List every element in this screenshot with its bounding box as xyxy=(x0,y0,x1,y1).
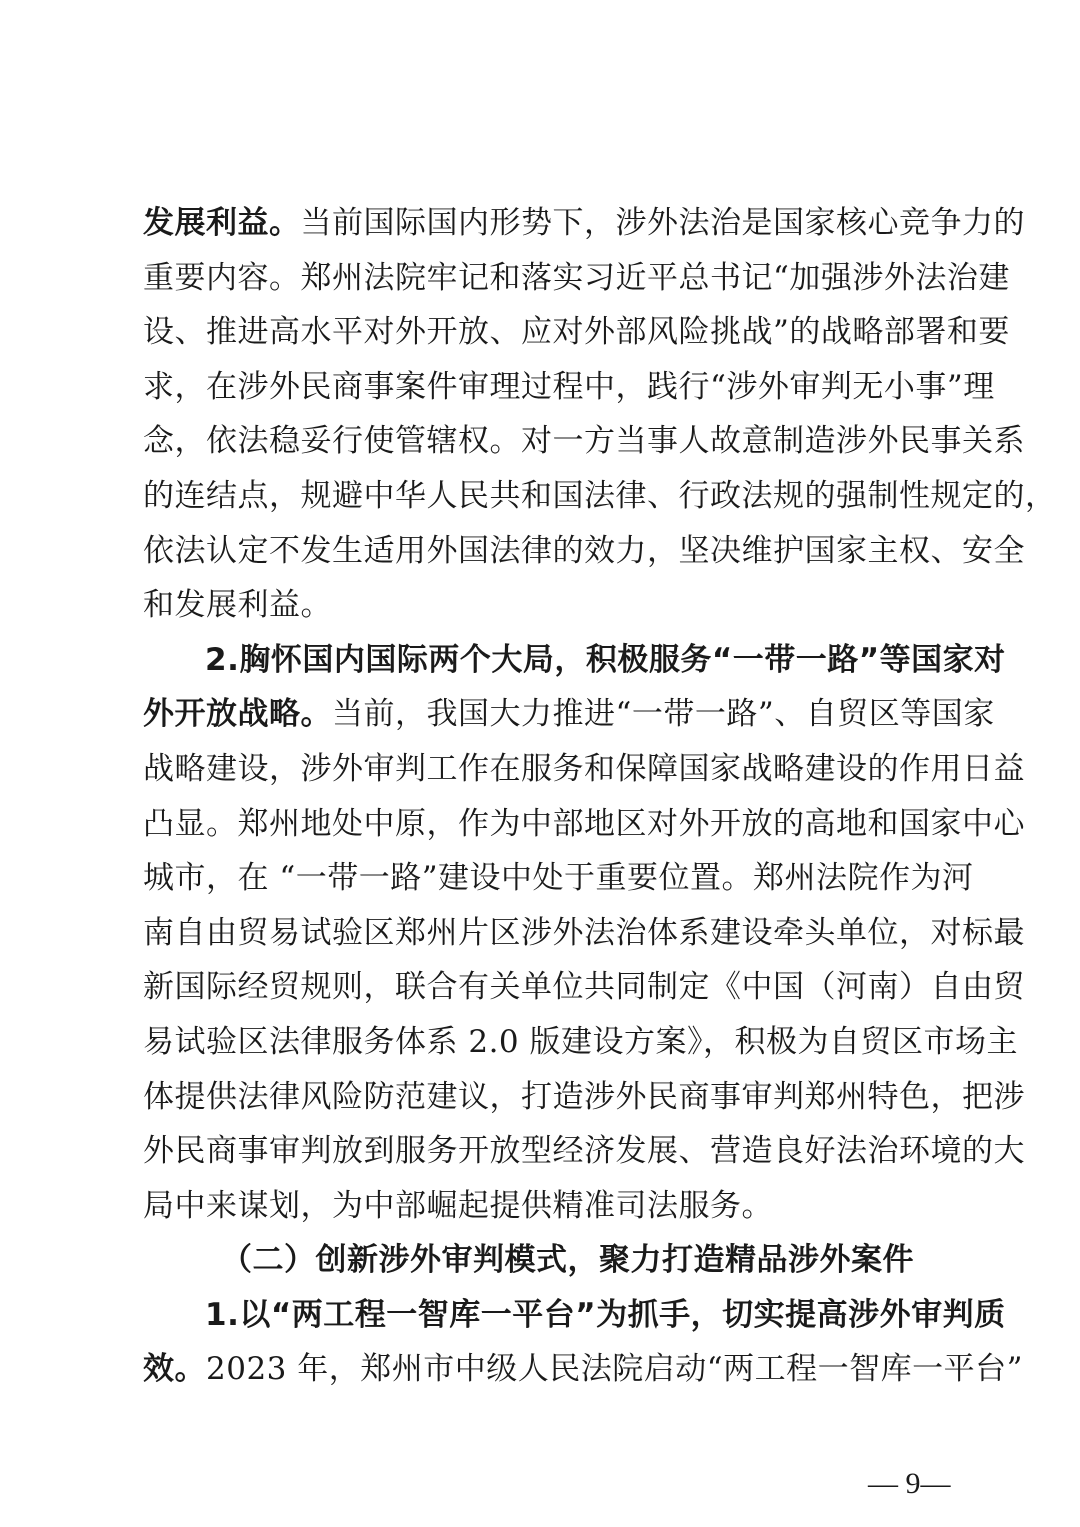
line-text: 依法认定不发生适用外国法律的效力，坚决维护国家主权、安全 xyxy=(143,532,1025,569)
bold-lead: 2.胸怀国内国际两个大局，积极服务“一带一路”等国家对 xyxy=(205,641,1006,678)
line-text: 求，在涉外民商事案件审理过程中，践行“涉外审判无小事”理 xyxy=(143,368,995,405)
line-text: 体提供法律风险防范建议，打造涉外民商事审判郑州特色，把涉 xyxy=(143,1078,1025,1115)
line-text: 当前，我国大力推进“一带一路”、自贸区等国家 xyxy=(332,696,995,733)
text-line xyxy=(143,305,1010,360)
text-line xyxy=(143,906,1025,961)
bold-lead: 发展利益。 xyxy=(143,205,301,241)
text-line xyxy=(143,1015,1019,1070)
bold-lead: 效。 xyxy=(143,1351,206,1388)
text-line xyxy=(143,742,1025,797)
line-text: 的连结点，规避中华人民共和国法律、行政法规的强制性规定的， xyxy=(143,477,1057,514)
text-line xyxy=(143,1179,943,1234)
line-text: 局中来谋划，为中部崛起提供精准司法服务。 xyxy=(143,1187,773,1224)
text-line xyxy=(143,578,943,633)
line-text: 新国际经贸规则，联合有关单位共同制定《中国（河南）自由贸 xyxy=(143,969,1025,1006)
text-line xyxy=(143,414,1025,469)
section-heading: （二）创新涉外审判模式，聚力打造精品涉外案件 xyxy=(221,1242,914,1279)
page-number: — 9— xyxy=(868,1467,951,1500)
line-text: 念，依法稳妥行使管辖权。对一方当事人故意制造涉外民事关系 xyxy=(143,423,1025,460)
text-line xyxy=(143,633,1006,688)
line-text: 2023 年，郑州市中级人民法院启动“两工程一智库一平台” xyxy=(206,1351,1023,1388)
text-line xyxy=(143,360,995,415)
text-line xyxy=(143,1070,1025,1125)
text-line xyxy=(143,251,1010,306)
line-text: 战略建设，涉外审判工作在服务和保障国家战略建设的作用日益 xyxy=(143,750,1025,787)
line-text: 设、推进高水平对外开放、应对外部风险挑战”的战略部署和要 xyxy=(143,314,1010,351)
line-text: 易试验区法律服务体系 2.0 版建设方案》，积极为自贸区市场主 xyxy=(143,1023,1019,1060)
text-line xyxy=(143,1342,1023,1397)
text-line xyxy=(143,687,995,742)
text-line xyxy=(143,469,1057,524)
line-text: 南自由贸易试验区郑州片区涉外法治体系建设牵头单位，对标最 xyxy=(143,914,1025,951)
bold-lead: 1.以“两工程一智库一平台”为抓手，切实提高涉外审判质 xyxy=(205,1296,1006,1333)
text-line xyxy=(143,1288,1006,1343)
bold-lead: 外开放战略。 xyxy=(143,696,332,733)
line-text: 和发展利益。 xyxy=(143,587,332,624)
text-line xyxy=(143,196,1025,251)
line-text: 重要内容。郑州法院牢记和落实习近平总书记“加强涉外法治建 xyxy=(143,259,1010,296)
line-text: 外民商事审判放到服务开放型经济发展、营造良好法治环境的大 xyxy=(143,1133,1025,1170)
text-line xyxy=(143,960,1025,1015)
text-line xyxy=(143,1124,1025,1179)
body-text xyxy=(143,196,1057,1397)
text-line xyxy=(143,524,1025,579)
line-text: 城市，在 “一带一路”建设中处于重要位置。郑州法院作为河 xyxy=(143,860,974,897)
text-line xyxy=(143,851,974,906)
text-line xyxy=(143,797,1025,852)
line-text: 当前国际国内形势下，涉外法治是国家核心竞争力的 xyxy=(300,205,1025,241)
line-text: 凸显。郑州地处中原，作为中部地区对外开放的高地和国家中心 xyxy=(143,805,1025,842)
